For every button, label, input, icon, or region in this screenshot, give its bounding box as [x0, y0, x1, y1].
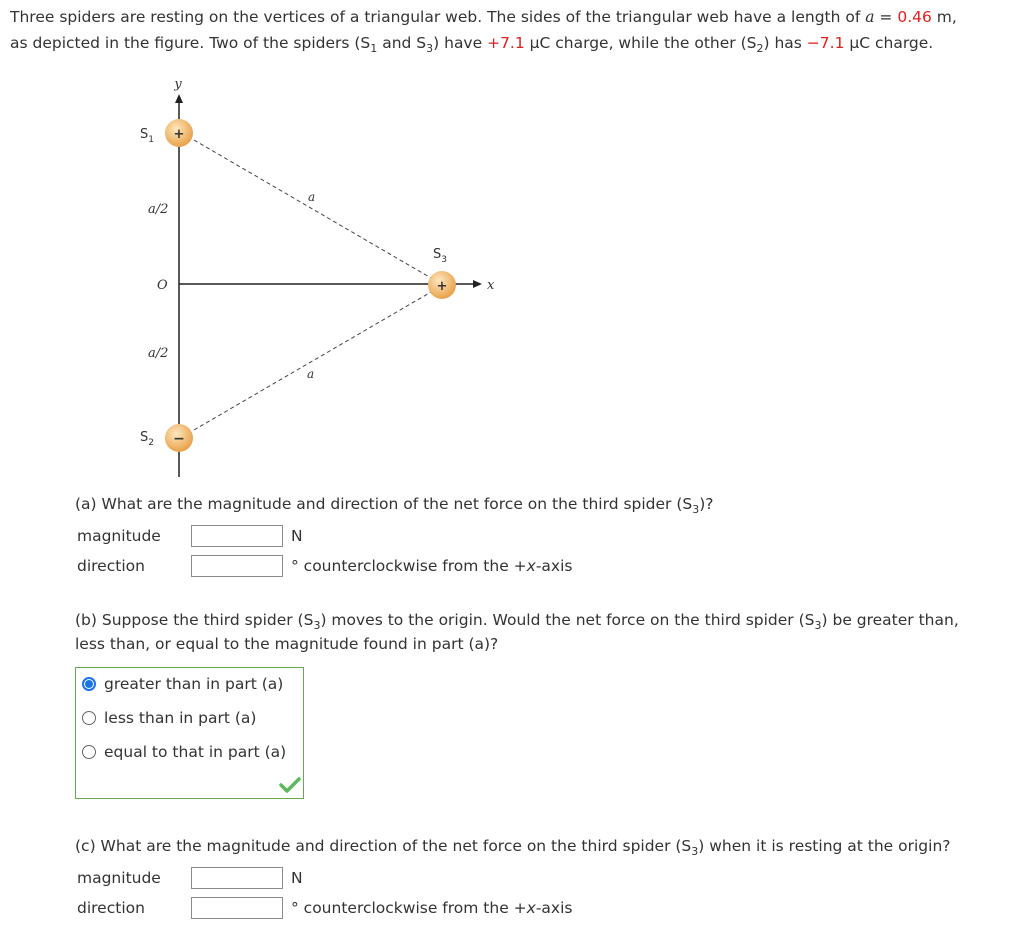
intro-text: m, — [931, 8, 957, 26]
problem-statement — [10, 4, 1018, 56]
question-text: ) be greater than, — [821, 611, 959, 629]
spider-s3-bead — [428, 271, 456, 299]
direction-label: direction — [77, 557, 145, 575]
question-text: (b) Suppose the third spider (S — [75, 611, 314, 629]
intro-text: as depicted in the figure. Two of the spiders (S — [10, 34, 371, 52]
intro-text: and S — [377, 34, 427, 52]
subscript: 3 — [814, 619, 822, 632]
magnitude-label: magnitude — [77, 869, 161, 887]
var-a: a — [865, 8, 875, 26]
intro-text: ) have — [433, 34, 488, 52]
unit-var: x — [526, 899, 536, 917]
x-axis-arrow — [473, 280, 482, 288]
s2-sign: − — [173, 431, 185, 447]
part-c-magnitude-input[interactable] — [191, 867, 283, 889]
side-s1-s3 — [194, 140, 431, 278]
origin-label: O — [157, 278, 168, 293]
y-axis-label: y — [174, 77, 182, 92]
side-label-top: a — [308, 190, 316, 204]
s2-label: $S_2$ — [140, 430, 154, 448]
radio-selected-icon[interactable] — [82, 677, 96, 691]
direction-unit — [291, 899, 573, 917]
negative-charge-value: −7.1 — [806, 34, 845, 52]
part-c-direction-input[interactable] — [191, 897, 283, 919]
positive-charge-value: +7.1 — [487, 34, 525, 52]
part-c-magnitude-row — [77, 865, 303, 891]
subscript: 3 — [691, 845, 699, 858]
part-a-direction-input[interactable] — [191, 555, 283, 577]
half-label-top: a/2 — [148, 202, 169, 217]
option-label: equal to that in part (a) — [104, 743, 287, 761]
subscript: 1 — [370, 42, 378, 55]
intro-text: μC charge, while the other (S — [524, 34, 757, 52]
option-label: greater than in part (a) — [104, 675, 284, 693]
s3-sign: + — [436, 279, 448, 294]
x-axis-label: x — [487, 278, 495, 293]
spider-s2-bead — [165, 424, 193, 452]
unit-text: ° counterclockwise from the + — [291, 899, 527, 917]
question-text: less than, or equal to the magnitude found in part (a)? — [75, 635, 499, 653]
spider-s1-bead — [165, 119, 193, 147]
part-a-magnitude-row — [77, 523, 303, 549]
triangle-web-figure — [130, 72, 510, 484]
s1-label: $S_1$ — [140, 127, 154, 145]
unit-newton: N — [291, 527, 303, 545]
question-text: (c) What are the magnitude and direction of the net force on the third spider (S — [75, 837, 692, 855]
part-a-magnitude-input[interactable] — [191, 525, 283, 547]
side-label-bottom: a — [307, 367, 315, 381]
part-c-direction-row — [77, 895, 573, 921]
side-length-value: 0.46 — [897, 8, 932, 26]
question-text: ) moves to the origin. Would the net force on the third spider (S — [320, 611, 815, 629]
question-text: )? — [699, 495, 714, 513]
subscript: 2 — [756, 42, 764, 55]
part-c-question — [75, 834, 951, 858]
s3-label: $S_3$ — [433, 247, 447, 265]
radio-icon[interactable] — [82, 745, 96, 759]
option-less[interactable] — [82, 708, 256, 728]
s1-sign: + — [173, 127, 185, 142]
magnitude-label: magnitude — [77, 527, 161, 545]
option-equal[interactable] — [82, 742, 286, 762]
correct-check-icon — [279, 776, 301, 794]
unit-newton: N — [291, 869, 303, 887]
unit-text: -axis — [535, 899, 573, 917]
intro-text: μC charge. — [844, 34, 934, 52]
side-s2-s3 — [194, 292, 431, 430]
unit-text: ° counterclockwise from the + — [291, 557, 527, 575]
y-axis-arrow — [175, 94, 183, 103]
intro-text: = — [874, 8, 898, 26]
subscript: 3 — [313, 619, 321, 632]
half-label-bottom: a/2 — [148, 346, 169, 361]
subscript: 3 — [692, 503, 700, 516]
unit-text: -axis — [535, 557, 573, 575]
question-text: ) when it is resting at the origin? — [698, 837, 951, 855]
part-b-question — [75, 608, 959, 656]
subscript: 3 — [426, 42, 434, 55]
option-greater[interactable] — [82, 674, 283, 694]
part-a-question — [75, 492, 714, 516]
question-text: (a) What are the magnitude and direction of the net force on the third spider (S — [75, 495, 693, 513]
part-b-answer-box — [75, 667, 304, 799]
intro-text: Three spiders are resting on the vertices of a triangular web. The sides of the triangular web have a length of — [10, 8, 866, 26]
direction-unit — [291, 557, 573, 575]
part-a-direction-row — [77, 553, 573, 579]
option-label: less than in part (a) — [104, 709, 257, 727]
intro-text: ) has — [763, 34, 807, 52]
unit-var: x — [526, 557, 536, 575]
direction-label: direction — [77, 899, 145, 917]
radio-icon[interactable] — [82, 711, 96, 725]
